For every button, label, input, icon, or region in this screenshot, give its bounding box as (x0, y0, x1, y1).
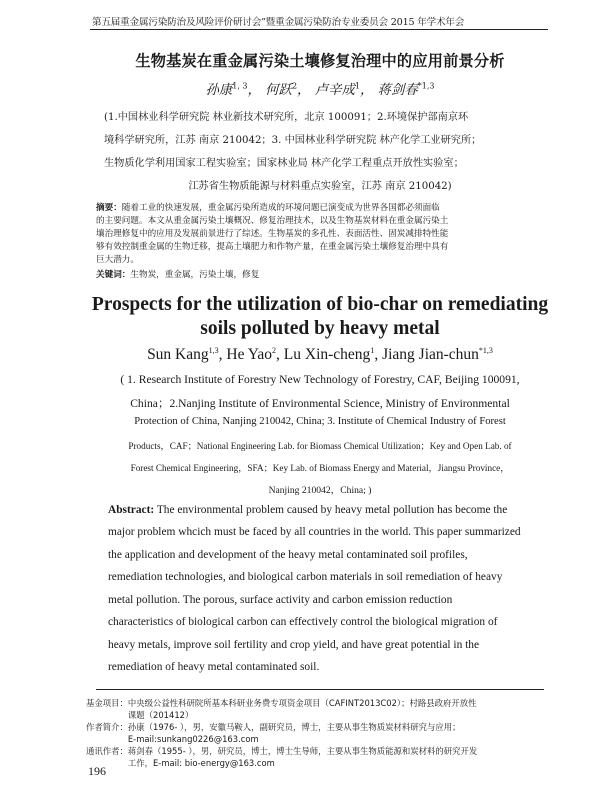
chinese-keywords (96, 268, 544, 280)
author-name: He Yao (226, 346, 273, 364)
english-abstract-line: remediation technologies, and biological carbon materials in soil remediation of heavy (108, 571, 503, 583)
english-title-line: Prospects for the utilization of bio-char on remediating (91, 294, 549, 315)
chinese-title: 生物基炭在重金属污染土壤修复治理中的应用前景分析 (135, 52, 505, 70)
running-head: 第五届重金属污染防治及风险评价研讨会”暨重金属污染防治专业委员会 2015 年学术年会 (92, 17, 465, 28)
author-name: 卢辛成 (314, 83, 355, 98)
page-number: 196 (88, 764, 106, 778)
author-separator: , (218, 346, 227, 364)
author-affiliation-mark: 2 (291, 81, 298, 91)
author-separator: ， (359, 83, 374, 98)
chinese-abstract-line: 的主要问题。本文从重金属污染土壤概况、修复治理技术，以及生物基炭材料在重金属污染土 (96, 216, 449, 226)
author-affiliation-mark: *1,3 (417, 81, 435, 91)
author-separator: ， (297, 83, 311, 98)
english-affiliation-line: Forest Chemical Engineering，SFA；Key Lab. of Biomass Energy and Material，Jiangsu Province， (130, 463, 510, 473)
author-affiliation-mark: 1 (370, 346, 375, 355)
author-name: 何跃 (265, 83, 292, 98)
chinese-abstract-line (96, 201, 544, 213)
footnote-line: 作者简介：孙康（1976- ），男，安徽马鞍人，副研究员，博士，主要从事生物质炭材料研究与应用； (86, 722, 461, 732)
english-title-line: soils polluted by heavy metal (200, 318, 440, 339)
chinese-affiliation-line: 境科学研究所，江苏 南京 210042；3. 中国林业科学研究院 林产化学工业研究所； (104, 135, 482, 146)
footnote-line: 课题（201412） (86, 710, 194, 720)
english-abstract-line: remediation of heavy metal contaminated soil. (108, 661, 320, 673)
english-abstract-line: metal pollution. The porous, surface activity and carbon emission reduction (108, 594, 453, 606)
chinese-keywords-label: 关键词： (96, 270, 131, 280)
author-name: 蒋剑春 (377, 83, 418, 98)
english-abstract-line: characteristics of biological carbon can effectively control the biological migration of (108, 616, 498, 628)
header-rule (90, 29, 548, 30)
footnote-line: 通讯作者：蒋剑春（1955- ），男，研究员，博士，博士生导师，主要从事生物质能源和炭材料的研究开发 (86, 746, 478, 756)
author-name: Lu Xin-cheng (283, 346, 371, 364)
footnote-line: E-mail:sunkang0226@163.com (86, 734, 259, 744)
chinese-abstract-text: 随着工业的快速发展，重金属污染所造成的环境问题已演变成为世界各国都必须面临 (121, 203, 440, 213)
english-abstract-line: the application and development of the heavy metal contaminated soil profiles, (108, 549, 468, 561)
english-abstract-line: major problem whcich must be faced by all countries in the world. This paper summarized (108, 526, 521, 538)
author-affiliation-mark: *1,3 (478, 346, 493, 355)
chinese-affiliation-line: (1.中国林业科学研究院 林业新技术研究所，北京 100091；2.环境保护部南京环 (104, 112, 469, 123)
author-separator: , (374, 346, 383, 364)
author-affiliation-mark: 2 (272, 346, 277, 355)
author-affiliation-mark: 1 (354, 81, 360, 91)
author-affiliation-mark: 1, 3 (232, 81, 248, 91)
english-abstract-line (108, 504, 544, 516)
english-affiliation-line: China；2.Nanjing Institute of Environmental Science, Ministry of Environmental (130, 397, 510, 410)
author-name: Jiang Jian-chun (382, 346, 479, 364)
chinese-authors (90, 79, 550, 98)
english-affiliation-line: ( 1. Research Institute of Forestry New Technology of Forestry, CAF, Beijing 100091, (120, 373, 520, 386)
english-abstract-label: Abstract: (108, 504, 155, 516)
chinese-affiliation-line: 生物质化学利用国家工程实验室；国家林业局 林产化学工程重点开放性实验室； (104, 158, 464, 169)
english-authors (90, 346, 550, 364)
english-abstract-line: heavy metals, improve soil fertility and crop yield, and have great potential in the (108, 639, 480, 651)
chinese-affiliation-line: 江苏省生物质能源与材料重点实验室，江苏 南京 210042) (188, 181, 452, 192)
chinese-abstract-label: 摘要： (96, 203, 122, 213)
english-abstract-text: The environmental problem caused by heavy metal pollution has become the (156, 504, 508, 516)
chinese-abstract-line: 壤治理修复中的应用及发展前景进行了综述。生物基炭的多孔性、表面活性、固炭减排特性能 (96, 229, 449, 239)
footnote-rule (96, 689, 544, 690)
author-affiliation-mark: 1,3 (208, 346, 219, 355)
author-separator: ， (247, 83, 261, 98)
chinese-keywords-text: 生物炭，重金属，污染土壤，修复 (130, 270, 260, 280)
footnote-line: 工作，E-mail: bio-energy@163.com (86, 758, 275, 768)
english-affiliation-line: Protection of China, Nanjing 210042, China; 3. Institute of Chemical Industry of Forest (134, 416, 506, 427)
author-name: Sun Kang (147, 346, 209, 364)
chinese-abstract-line: 够有效控制重金属的生物迁移，提高土壤肥力和作物产量，在重金属污染土壤修复治理中具有 (96, 242, 449, 252)
footnote-line: 基金项目：中央级公益性科研院所基本科研业务费专项资金项目（CAFINT2013C02）；村路县政府开放性 (86, 698, 477, 708)
english-affiliation-line: Nanjing 210042，China; ) (268, 485, 372, 496)
english-affiliation-line: Products，CAF；National Engineering Lab. for Biomass Chemical Utilization；Key and Open Lab. of (128, 441, 512, 451)
chinese-abstract-line: 巨大潜力。 (96, 255, 139, 265)
author-separator: , (276, 346, 284, 364)
author-name: 孙康 (205, 83, 233, 98)
